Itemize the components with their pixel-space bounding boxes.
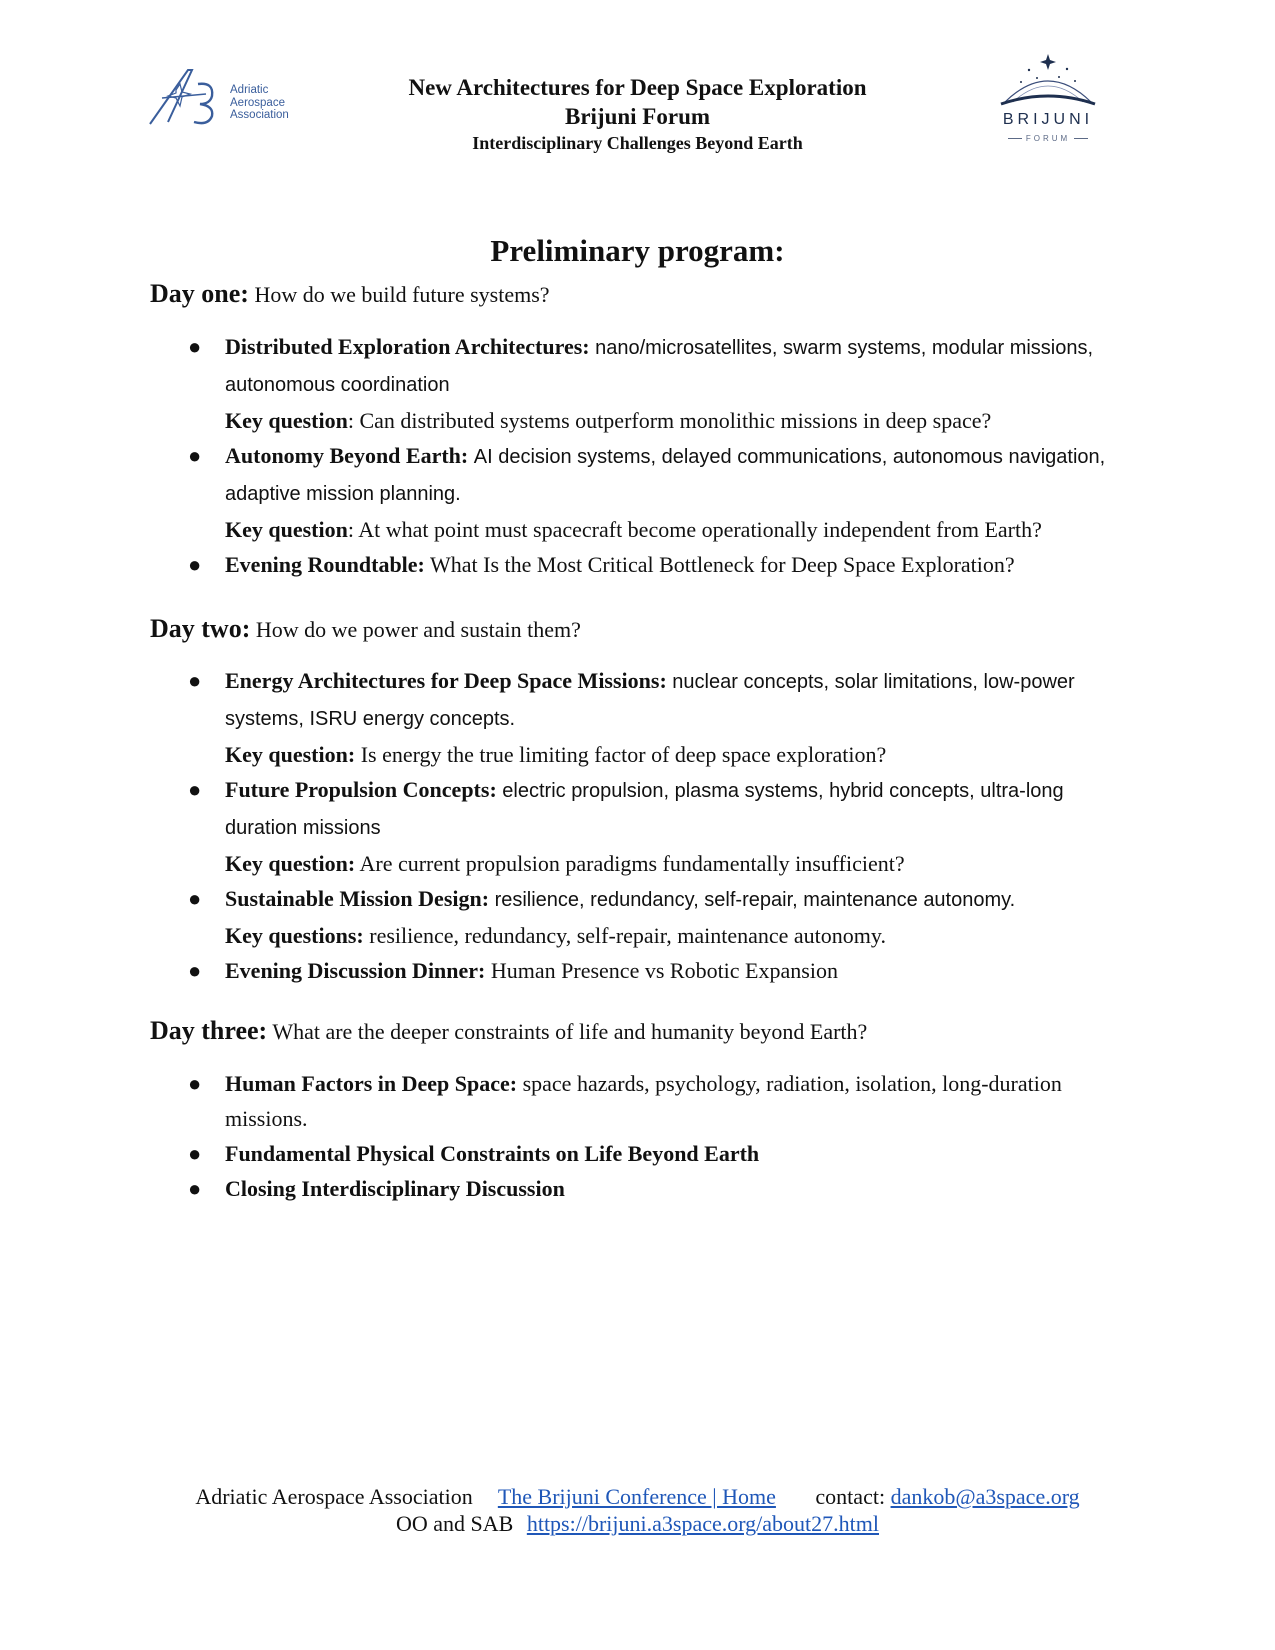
footer-line-1 [0,1483,1275,1510]
item-title: Sustainable Mission Design: [225,886,490,911]
day-label: Day one: [150,279,249,308]
day-three-list [150,1066,1135,1206]
day-question: How do we power and sustain them? [255,617,581,642]
a3-aerospace-logo-icon [148,64,228,130]
bullet-icon: ● [188,1071,202,1096]
item-desc: nano/microsatellites, swarm systems, modular missions, autonomous coordination [225,337,1094,396]
list-item [150,329,1135,438]
key-question-label: Key question [225,517,348,542]
key-question [225,403,1135,438]
a3-logo-text [230,84,289,122]
bullet-icon: ● [188,668,202,693]
item-title: Evening Roundtable: [225,552,425,577]
day-question: What are the deeper constraints of life and humanity beyond Earth? [272,1019,868,1044]
item-desc: resilience, redundancy, self-repair, maintenance autonomy. [494,889,1016,911]
footer-org: Adriatic Aerospace Association [195,1484,473,1509]
page-subtitle: Brijuni Forum [564,104,711,129]
day-label: Day two: [150,614,251,643]
list-item [150,881,1135,953]
bullet-icon: ● [188,1141,202,1166]
key-question-text: resilience, redundancy, self-repair, maintenance autonomy. [369,923,886,948]
day-heading-one [150,279,1160,310]
list-item [150,1136,1135,1171]
contact-label: contact: [815,1484,886,1509]
list-item [150,772,1135,881]
key-question-label: Key questions: [225,923,364,948]
brijuni-logo [985,52,1111,152]
list-item [150,663,1135,772]
item-text: What Is the Most Critical Bottleneck for Deep Space Exploration? [430,552,1015,577]
key-question [225,918,1135,953]
key-question-text: Is energy the true limiting factor of deep space exploration? [360,742,887,767]
program-title: Preliminary program: [490,233,785,268]
day-heading-three [150,1016,1160,1047]
brijuni-logo-word: BRIJUNI [1002,111,1094,128]
logo-line-2: Aerospace [230,96,285,109]
brijuni-forum-logo-icon [985,52,1111,110]
key-question-text: Are current propulsion paradigms fundamentally insufficient? [359,851,905,876]
logo-line-3: Association [230,109,289,121]
day-one-list [150,329,1135,582]
key-question-label: Key question [225,408,348,433]
list-item [150,438,1135,547]
item-desc: electric propulsion, plasma systems, hybrid concepts, ultra-long duration missions [225,780,1064,839]
page-title: New Architectures for Deep Space Exploration [408,75,867,100]
day-question: How do we build future systems? [254,282,550,307]
key-question-label: Key question: [225,742,356,767]
bullet-icon: ● [188,1176,202,1201]
bullet-icon: ● [188,443,202,468]
brijuni-logo-sub: FORUM [985,134,1111,143]
item-title: Distributed Exploration Architectures: [225,334,590,359]
item-title: Energy Architectures for Deep Space Missions: [225,668,667,693]
bullet-icon: ● [188,886,202,911]
item-title: Autonomy Beyond Earth: [225,443,469,468]
logo-line-1: Adriatic [230,84,269,96]
item-title: Human Factors in Deep Space: [225,1071,518,1096]
list-item [150,953,1135,988]
item-desc: AI decision systems, delayed communications, autonomous navigation, adaptive mission planning. [225,446,1106,505]
item-desc: nuclear concepts, solar limitations, low-power systems, ISRU energy concepts. [225,671,1075,730]
key-question-label: Key question: [225,851,356,876]
bullet-icon: ● [188,958,202,983]
list-item [150,1066,1135,1136]
key-question [225,737,1135,772]
item-text: Human Presence vs Robotic Expansion [490,958,838,983]
list-item [150,1171,1135,1206]
item-title: Future Propulsion Concepts: [225,777,497,802]
item-text: space hazards, psychology, radiation, isolation, long-duration missions. [225,1071,1062,1131]
item-title: Fundamental Physical Constraints on Life Beyond Earth [225,1141,760,1166]
footer-line-2 [0,1510,1275,1537]
item-title: Closing Interdisciplinary Discussion [225,1176,565,1201]
about-link[interactable]: https://brijuni.a3space.org/about27.html [526,1511,879,1536]
header [300,73,975,156]
day-heading-two [150,614,1160,645]
bullet-icon: ● [188,334,202,359]
footer [0,1483,1275,1537]
item-title: Evening Discussion Dinner: [225,958,486,983]
day-two-list [150,663,1135,988]
day-label: Day three: [150,1016,268,1045]
key-question-text: : Can distributed systems outperform monolithic missions in deep space? [347,408,992,433]
bullet-icon: ● [188,777,202,802]
a3-logo [148,64,308,130]
key-question [225,512,1135,547]
bullet-icon: ● [188,552,202,577]
key-question [225,846,1135,881]
contact-email-link[interactable]: dankob@a3space.org [890,1484,1080,1509]
list-item [150,547,1135,582]
home-link[interactable]: The Brijuni Conference | Home [497,1484,776,1509]
page-tagline: Interdisciplinary Challenges Beyond Earth [472,133,803,153]
key-question-text: : At what point must spacecraft become operationally independent from Earth? [347,517,1042,542]
footer-line2-label: OO and SAB [395,1511,514,1536]
